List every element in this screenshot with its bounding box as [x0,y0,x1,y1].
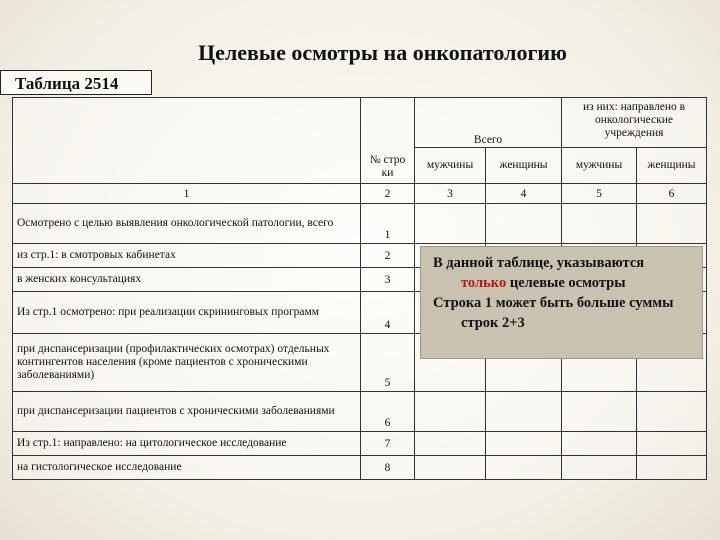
table-cell[interactable] [415,456,486,480]
table-cell[interactable] [486,204,562,244]
row-number: 4 [361,292,415,334]
table-cell[interactable] [562,204,637,244]
row-number: 2 [361,244,415,268]
table-cell[interactable] [486,456,562,480]
col-number-3: 3 [415,184,486,204]
row-label: при диспансеризации (профилактических осмотрах) отдельных контингентов населения (кроме пациентов с хроническими заболеваниями) [13,334,361,392]
header-total-women: женщины [486,148,562,184]
row-label: из стр.1: в смотровых кабинетах [13,244,361,268]
table-cell[interactable] [486,392,562,432]
table-row [13,432,707,456]
col-number-2: 2 [361,184,415,204]
col-number-5: 5 [562,184,637,204]
row-label: на гистологическое исследование [13,456,361,480]
table-cell[interactable] [415,432,486,456]
header-blank [13,98,361,184]
col-number-1: 1 [13,184,361,204]
table-caption: Таблица 2514 [0,70,152,95]
row-number: 7 [361,432,415,456]
table-cell[interactable] [486,432,562,456]
table-row [13,204,707,244]
row-number: 8 [361,456,415,480]
note-line-1: В данной таблице, указываются [433,255,645,271]
table-cell[interactable] [562,456,637,480]
header-total-men: мужчины [415,148,486,184]
col-number-4: 4 [486,184,562,204]
row-label: Из стр.1 осмотрено: при реализации скрининговых программ [13,292,361,334]
note-line-4: строк 2+3 [461,315,525,331]
table-row [13,392,707,432]
header-referred-women: женщины [637,148,707,184]
note-line-3: Строка 1 может быть больше суммы [433,295,674,311]
table-row [13,456,707,480]
page-title: Целевые осмотры на онкопатологию [198,40,567,65]
row-label: в женских консультациях [13,268,361,292]
note-highlight: только [461,275,507,291]
row-number: 5 [361,334,415,392]
table-cell[interactable] [637,392,707,432]
col-number-6: 6 [637,184,707,204]
row-number: 1 [361,204,415,244]
annotation-note [420,246,703,359]
row-label: Из стр.1: направлено: на цитологическое исследование [13,432,361,456]
table-cell[interactable] [637,432,707,456]
table-cell[interactable] [415,204,486,244]
row-number: 3 [361,268,415,292]
header-referred-men: мужчины [562,148,637,184]
table-cell[interactable] [415,392,486,432]
note-line-2 [427,273,696,293]
table-cell[interactable] [562,392,637,432]
header-row-number: № стро ки [361,98,415,184]
table-cell[interactable] [637,204,707,244]
row-number: 6 [361,392,415,432]
note-line-2-rest: целевые осмотры [506,275,626,291]
header-total: Всего [415,98,562,148]
row-label: Осмотрено с целью выявления онкологической патологии, всего [13,204,361,244]
table-cell[interactable] [562,432,637,456]
row-label: при диспансеризации пациентов с хроническими заболеваниями [13,392,361,432]
header-referred: из них: направлено в онкологические учреждения [562,98,707,148]
table-cell[interactable] [637,456,707,480]
